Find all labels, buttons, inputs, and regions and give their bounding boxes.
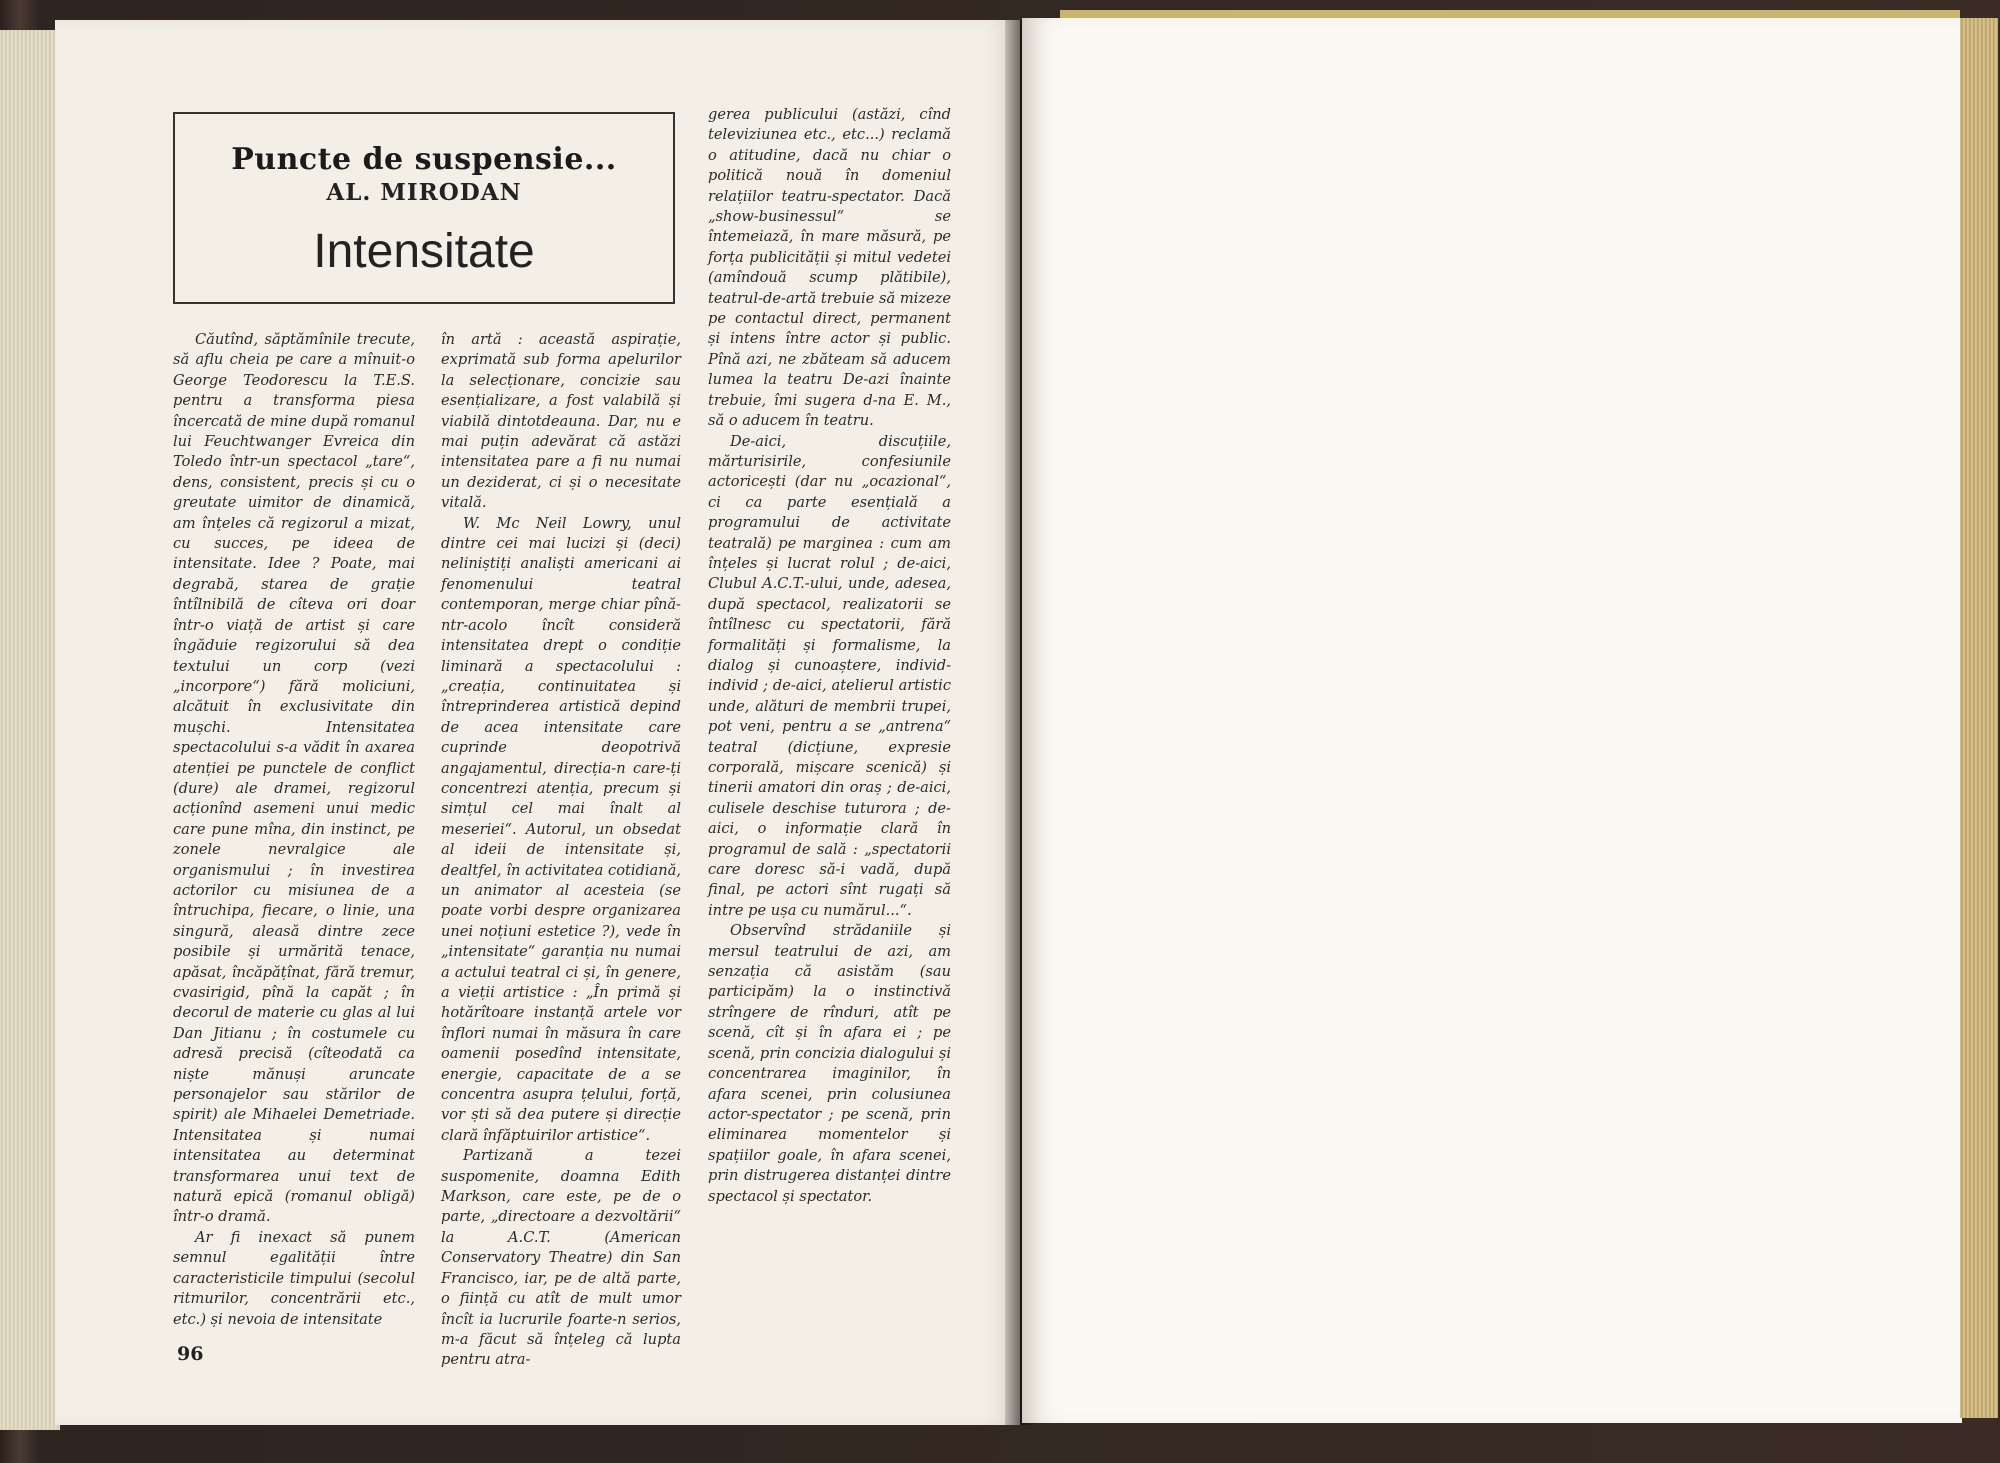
article-title: Intensitate xyxy=(313,225,535,278)
series-title: Puncte de suspensie... xyxy=(231,142,617,177)
paragraph: De-aici, discuțiile, mărturisirile, confesiunile actoricești (dar nu „ocazional“, ci ca parte esențială a programului de activitate teatrală) pe marginea : cum am înțeles și lucrat rolul ; de-aici, Clubul A.C.T.-ului, unde, adesea, după spectacol, realizatorii se întîlnesc cu spectatorii, fără formalități și formalisme, la dialog și cunoaștere, individ-individ ; de-aici, atelierul artistic unde, alături de membrii trupei, pot veni, pentru a se „antrena“ teatral (dicțiune, expresie corporală, mișcare scenică) și tinerii amatori din oraș ; de-aici, culisele deschise tuturora ; de-aici, o informație clară în programul de sală : „spectatorii care doresc să-i vadă, după final, pe actori sînt rugați să intre pe ușa cu numărul...“. xyxy=(708,432,951,919)
right-page-edges xyxy=(1960,18,1998,1418)
text-column-1 xyxy=(173,330,415,1330)
text-column-3 xyxy=(708,105,951,1207)
paragraph: Căutînd, săptămînile trecute, să aflu cheia pe care a mînuit-o George Teodorescu la T.E.S. pentru a transforma piesa încercată de mine după romanul lui Feuchtwanger Evreica din Toledo într-un spectacol „tare“, dens, consistent, precis și cu o greutate uimitor de dinamică, am înțeles că regizorul a mizat, cu succes, pe ideea de intensitate. Idee ? Poate, mai degrabă, starea de grație întîlnibilă de cîteva ori doar într-o viață de artist și care îngăduie regizorului să dea textului un corp (vezi „incorpore“) fără moliciuni, alcătuit în exclusivitate din mușchi. Intensitatea spectacolului s-a vădit în axarea atenției pe punctele de conflict (dure) ale dramei, regizorul acționînd asemeni unui medic care pune mîna, din instinct, pe zonele nevralgice ale organismului ; în investirea actorilor cu misiunea de a întruchipa, fiecare, o linie, una singură, aleasă dintre zece posibile și urmărită tenace, apăsat, încăpățînat, fără tremur, cvasirigid, pînă la capăt ; în decorul de materie cu glas al lui Dan Jitianu ; în costumele cu adresă precisă (cîteodată ca niște mănuși aruncate personajelor sau stărilor de spirit) ale Mihaelei Demetriade. Intensitatea și numai intensitatea au determinat transformarea unui text de natură epică (romanul obligă) într-o dramă. xyxy=(173,331,415,1226)
paragraph: W. Mc Neil Lowry, unul dintre cei mai lucizi și (deci) neliniștiți analiști americani ai fenomenului teatral contemporan, merge chiar pînă-ntr-acolo încît consideră intensitatea drept o condiție liminară a spectacolului : „creația, continuitatea și întreprinderea artistică depind de acea intensitate care cuprinde deopotrivă angajamentul, direcția-n care-ți concentrezi atenția, precum și simțul cel mai înalt al meseriei“. Autorul, un obsedat al ideii de intensitate și, dealtfel, în activitatea cotidiană, un animator al acesteia (se poate vorbi despre organizarea unei noțiuni estetice ?), vede în „intensitate“ garanția nu numai a actului teatral ci și, în genere, a vieții artistice : „În primă și hotărîtoare instanță artele vor înflori numai în măsura în care oamenii posedînd intensitate, energie, capacitate de a se concentra asupra țelului, forță, vor ști să dea putere și direcție clară înfăptuirilor artistice“. xyxy=(441,514,681,1144)
author-name: AL. MIRODAN xyxy=(326,179,522,206)
paragraph: gerea publicului (astăzi, cînd televiziunea etc., etc...) reclamă o atitudine, dacă nu chiar o politică nouă în domeniul relațiilor teatru-spectator. Dacă „show-businessul“ se întemeiază, în mare măsură, pe forța publicității și mitul vedetei (amîndouă scump plătibile), teatrul-de-artă trebuie să mizeze pe contactul direct, permanent și intens între actor și public. Pînă azi, ne zbăteam să aducem lumea la teatru De-azi înainte trebuie, îmi sugera d-na E. M., să o aducem în teatru. xyxy=(708,106,951,430)
right-page-blank xyxy=(1022,18,1962,1423)
page-number: 96 xyxy=(177,1343,204,1365)
paragraph: în artă : această aspirație, exprimată sub forma apelurilor la selecționare, concizie sau esențializare, a fost valabilă și viabilă dintotdeauna. Dar, nu e mai puțin adevărat că astăzi intensitatea pare a fi nu numai un deziderat, ci și o necesitate vitală. xyxy=(441,331,681,512)
paragraph: Ar fi inexact să punem semnul egalității între caracteristicile timpului (secolul ritmurilor, concentrării etc., etc.) și nevoia de intensitate xyxy=(173,1228,415,1328)
left-page-edges xyxy=(0,30,60,1430)
paragraph: Partizană a tezei suspomenite, doamna Edith Markson, care este, pe de o parte, „directoare a dezvoltării“ la A.C.T. (American Conservatory Theatre) din San Francisco, iar, pe de altă parte, o ființă cu atît de mult umor încît ia lucrurile foarte-n serios, m-a făcut să înțeleg că lupta pentru atra- xyxy=(441,1147,681,1369)
article-header-box xyxy=(173,112,675,304)
text-column-2 xyxy=(441,330,681,1371)
paragraph: Observînd strădaniile și mersul teatrului de azi, am senzația că asistăm (sau participăm) la o instinctivă strîngere de rînduri, atît pe scenă, cît și în afara ei ; pe scenă, prin concizia dialogului și concentrarea imaginilor, în afara scenei, prin colusiunea actor-spectator ; pe scenă, prin eliminarea momentelor și spațiilor goale, în afara scenei, prin distrugerea distanței dintre spectacol și spectator. xyxy=(708,922,951,1205)
